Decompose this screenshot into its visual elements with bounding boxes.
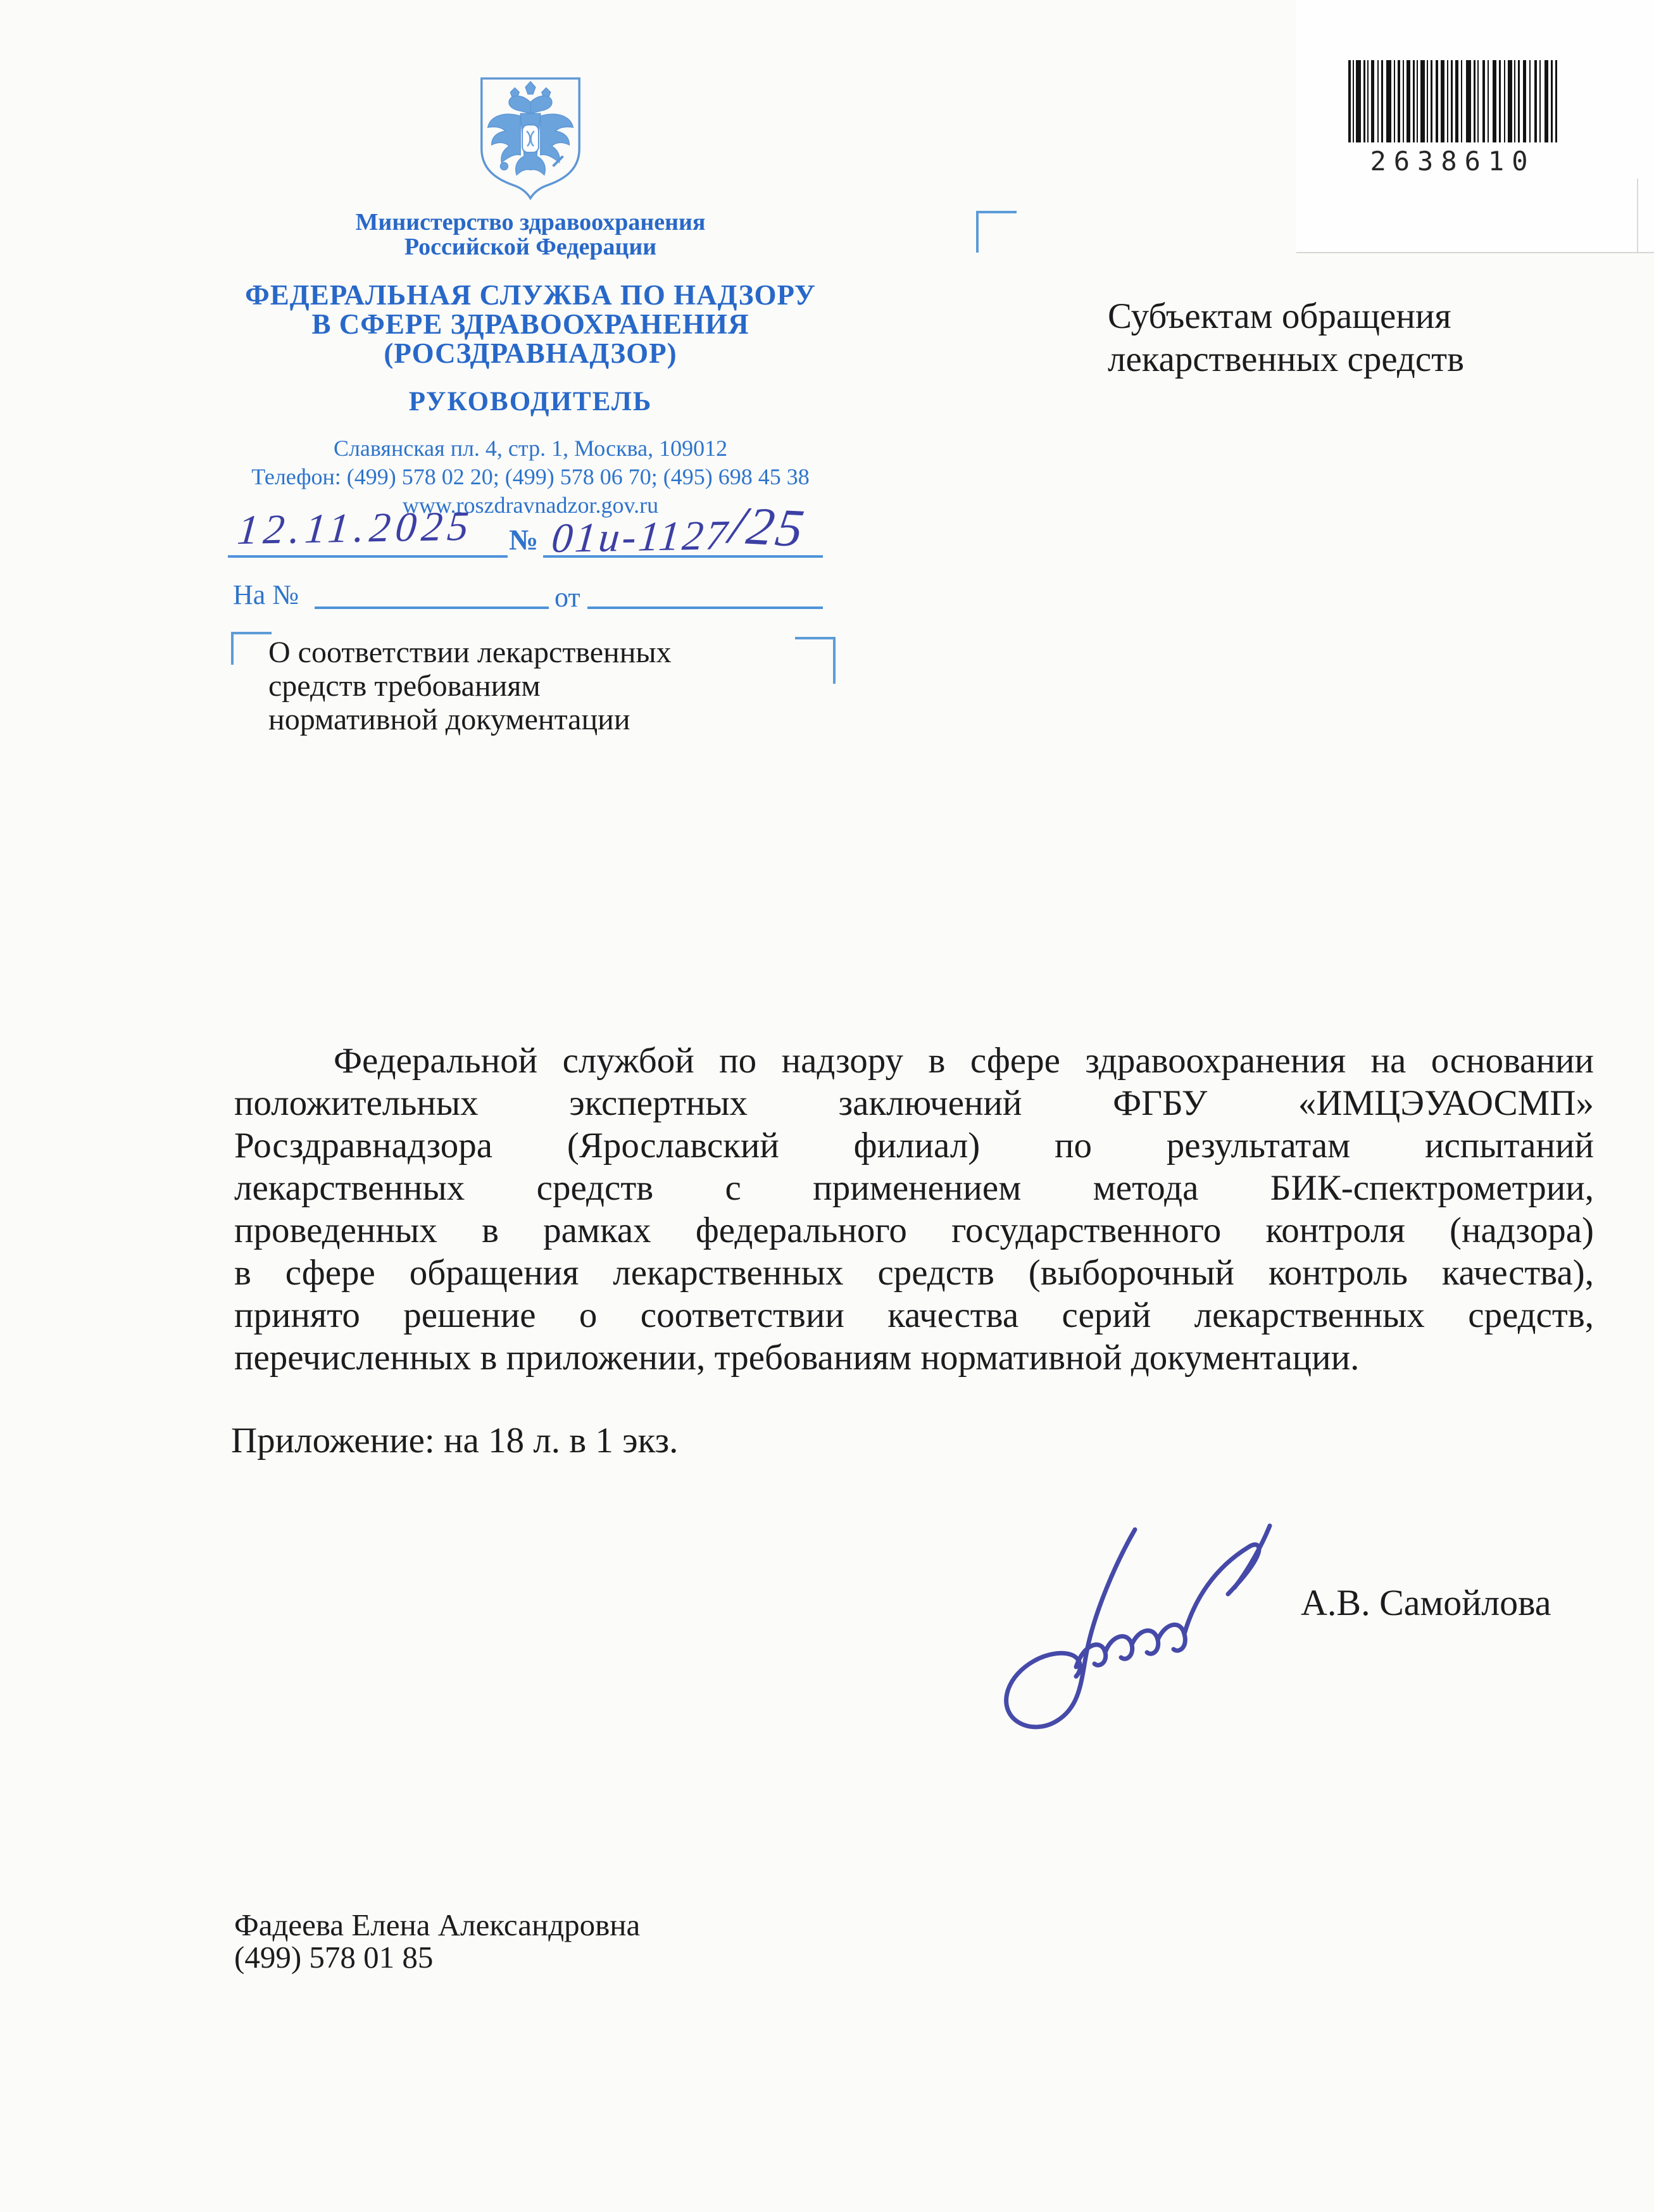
body-line: проведенных в рамках федерального государственного контроля (надзора) <box>234 1210 1594 1250</box>
body-line: Росздравнадзора (Ярославский филиал) по результатам испытаний <box>234 1126 1594 1166</box>
postal-address: Славянская пл. 4, стр. 1, Москва, 109012 <box>333 436 728 461</box>
body-paragraph <box>234 1040 1594 1379</box>
subject-corner-mark-left <box>231 632 272 665</box>
executor-block <box>234 1909 640 1973</box>
reply-to-label: На № <box>233 579 299 610</box>
executor-phone: (499) 578 01 85 <box>234 1940 434 1975</box>
handwritten-number: 01и-1127/25 <box>549 496 810 562</box>
phone-numbers: Телефон: (499) 578 02 20; (499) 578 06 70; (495) 698 45 38 <box>251 464 810 489</box>
handwritten-date: 12.11.2025 <box>235 503 476 554</box>
executor-name: Фадеева Елена Александровна <box>234 1907 641 1942</box>
barcode-icon <box>1348 60 1557 146</box>
number-sign-label: № <box>509 524 539 556</box>
addressee-corner-mark <box>976 211 1017 253</box>
ministry-name: Министерство здравоохранения Российской Федерации <box>355 209 706 260</box>
addressee: Субъектам обращения лекарственных средств <box>1108 296 1464 379</box>
body-line: принято решение о соответствии качества серий лекарственных средств, <box>234 1295 1594 1335</box>
body-line: положительных экспертных заключений ФГБУ «ИМЦЭУАОСМП» <box>234 1083 1594 1123</box>
service-name: ФЕДЕРАЛЬНАЯ СЛУЖБА ПО НАДЗОРУ В СФЕРЕ ЗДРАВООХРАНЕНИЯ (РОСЗДРАВНАДЗОР) <box>245 279 816 369</box>
reply-number-underline <box>315 606 549 609</box>
handwritten-number-suffix: /25 <box>725 496 810 559</box>
barcode-number: 2638610 <box>1370 146 1536 177</box>
body-line: лекарственных средств с применением метода БИК-спектрометрии, <box>234 1168 1594 1208</box>
reply-date-underline <box>587 606 823 609</box>
subject-corner-mark-right <box>795 637 836 684</box>
body-line: перечисленных в приложении, требованиям нормативной документации. <box>234 1338 1360 1378</box>
body-line: в сфере обращения лекарственных средств (выборочный контроль качества), <box>234 1253 1594 1293</box>
subject: О соответствии лекарственных средств требованиям нормативной документации <box>268 636 672 736</box>
sticker-edge-line <box>1637 179 1638 252</box>
reply-date-label: от <box>554 582 580 613</box>
body-line: Федеральной службой по надзору в сфере здравоохранения на основании <box>334 1041 1594 1081</box>
handwritten-signature <box>980 1518 1322 1743</box>
attachment-line: Приложение: на 18 л. в 1 экз. <box>231 1421 679 1461</box>
position-title: РУКОВОДИТЕЛЬ <box>408 387 653 417</box>
signatory-name: А.В. Самойлова <box>1301 1582 1551 1623</box>
letterhead <box>233 75 828 520</box>
website: www.roszdravnadzor.gov.ru <box>402 493 659 518</box>
date-underline <box>228 555 508 558</box>
russia-coat-of-arms-icon <box>476 75 585 200</box>
number-underline <box>543 555 823 558</box>
